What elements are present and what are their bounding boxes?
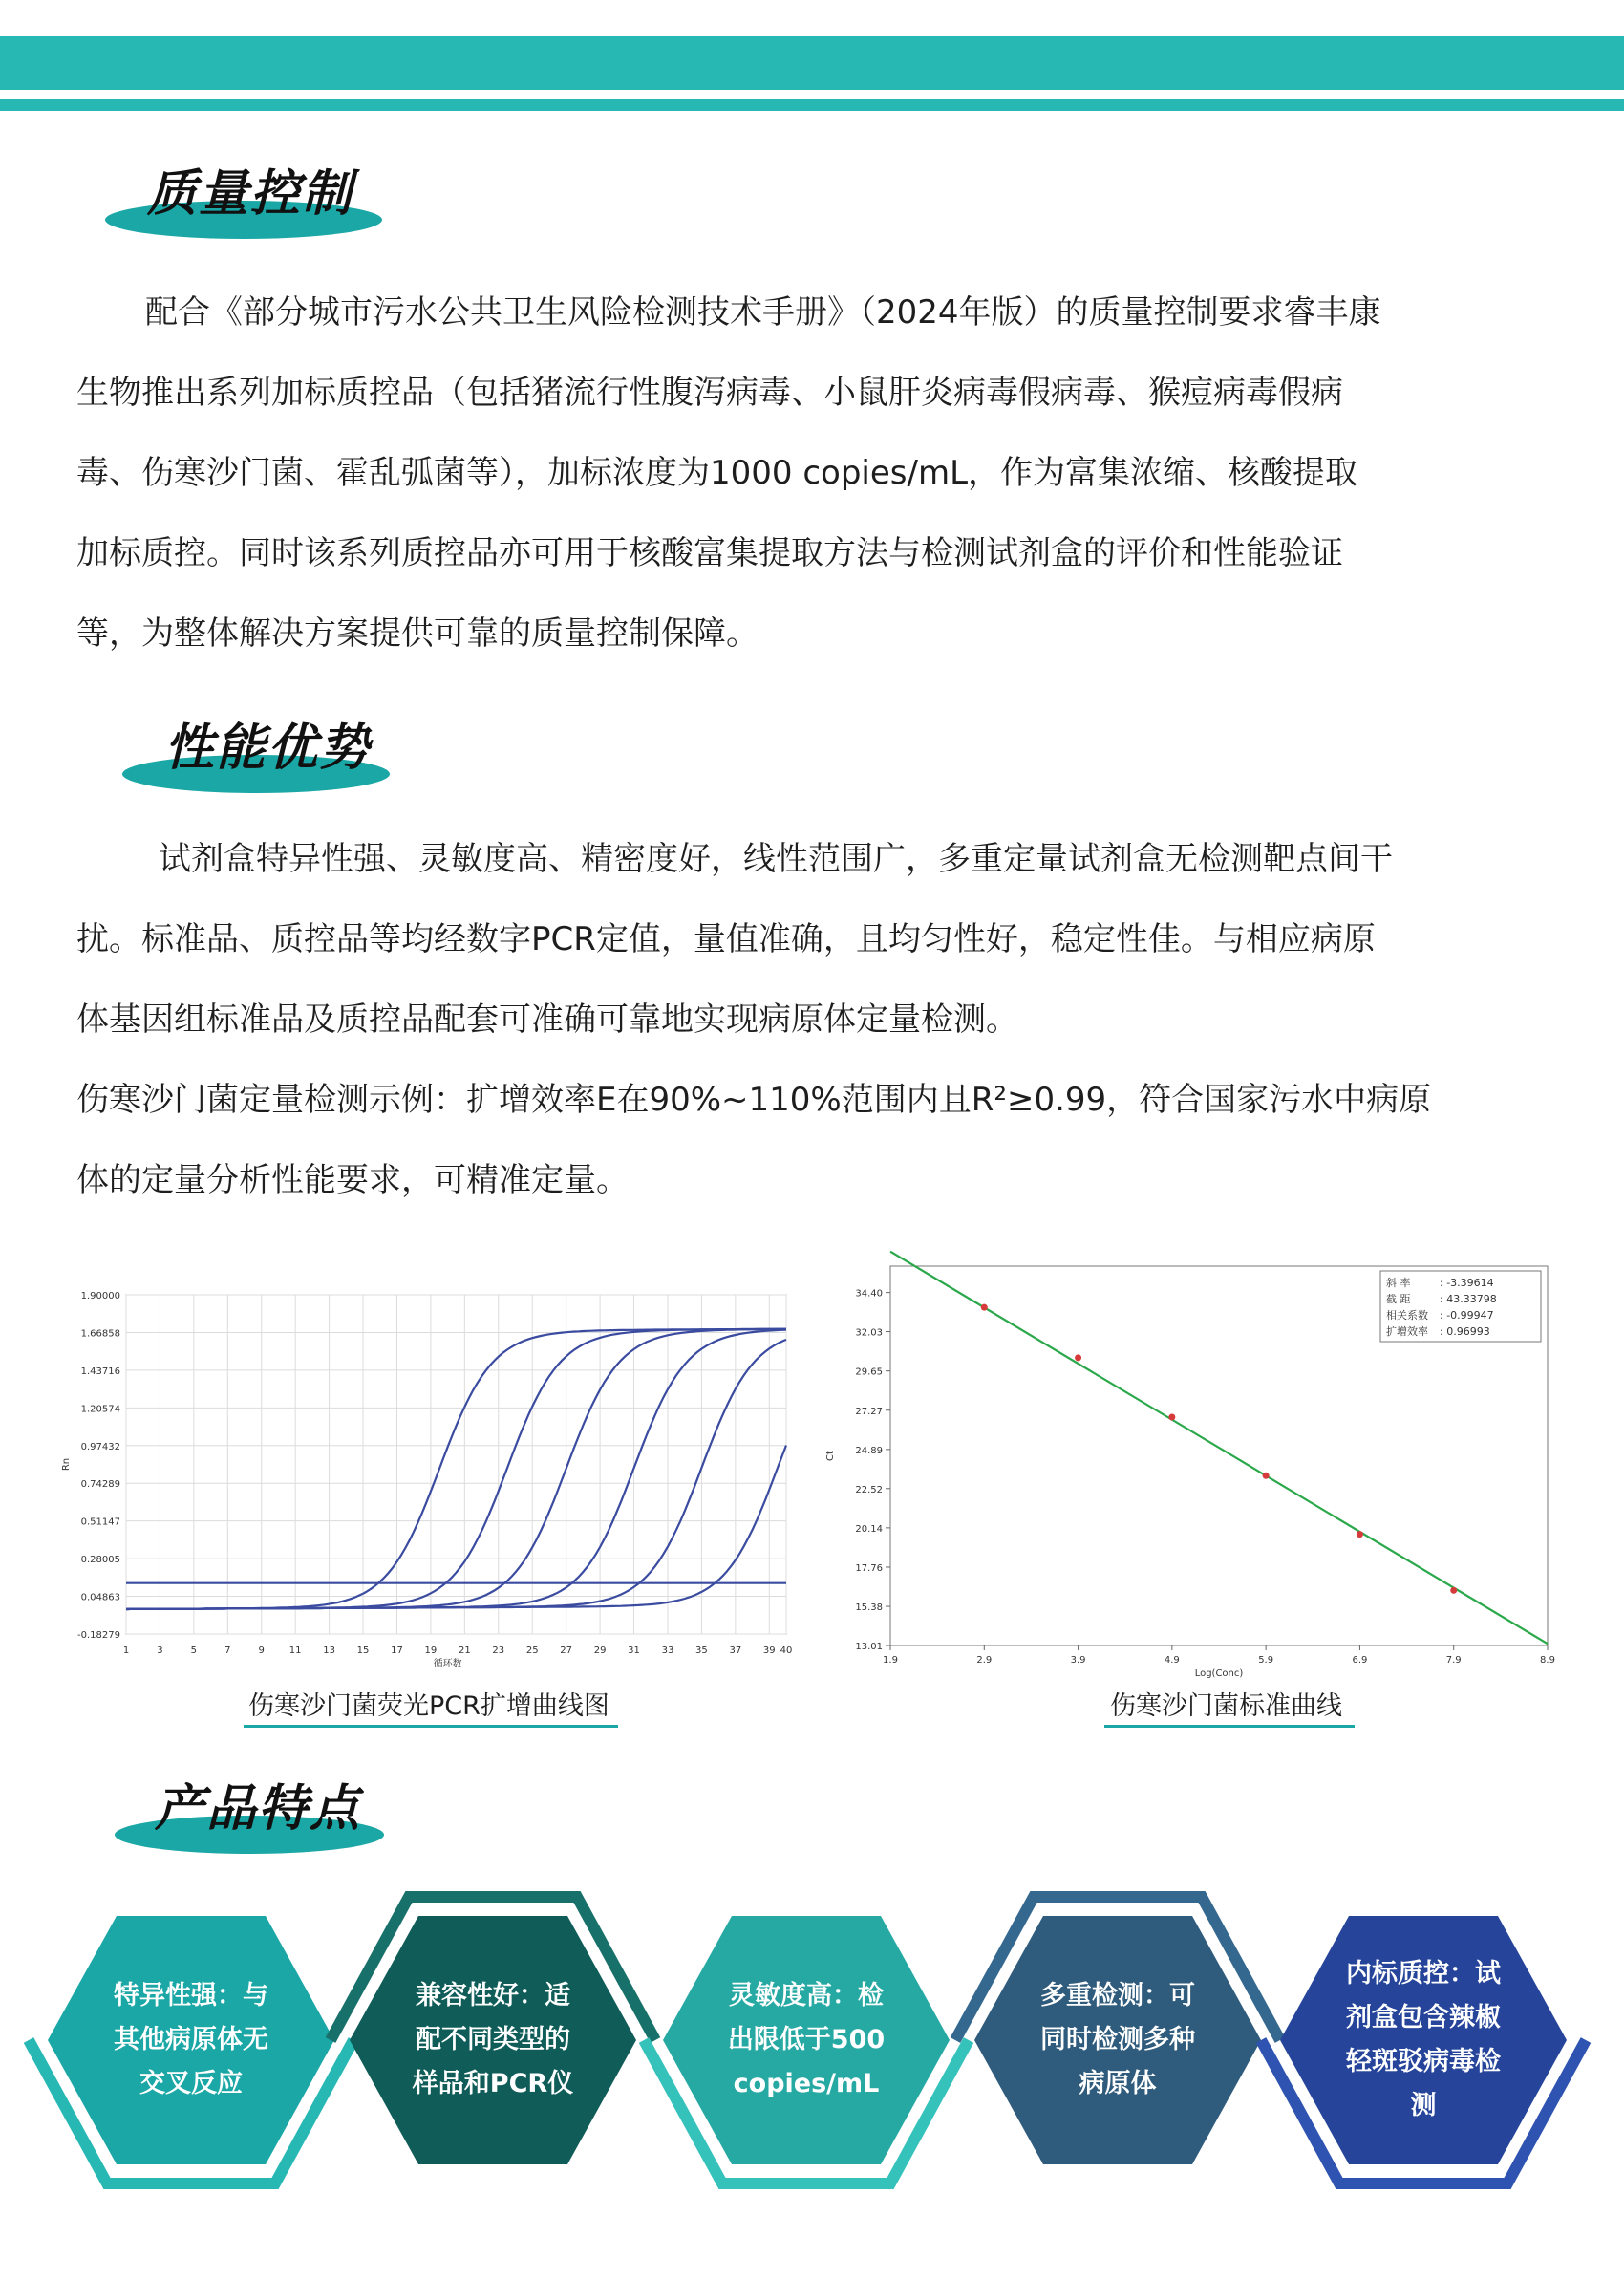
feature-hexagon <box>19 1887 363 2193</box>
legend-value: : -0.99947 <box>1440 1309 1494 1322</box>
feature-text <box>634 1887 978 2193</box>
legend-label: 斜 率 <box>1386 1277 1411 1289</box>
legend-value: : 43.33798 <box>1440 1293 1497 1305</box>
feature-line: 多重检测：可 <box>1040 1981 1195 2011</box>
paragraph-line: 试剂盒特异性强、灵敏度高、精密度好，线性范围广，多重定量试剂盒无检测靶点间干 <box>159 840 1393 878</box>
x-tick-label: 23 <box>492 1645 505 1656</box>
y-tick-label: 22.52 <box>855 1484 883 1495</box>
section-heading-features <box>115 1768 401 1854</box>
data-point <box>1168 1414 1175 1421</box>
x-tick-label: 5.9 <box>1258 1655 1274 1666</box>
feature-line: 样品和PCR仪 <box>412 2069 574 2098</box>
amplification-chart-svg <box>57 1252 812 1672</box>
feature-line: 轻斑驳病毒检 <box>1346 2047 1501 2076</box>
y-tick-label: 1.90000 <box>80 1291 120 1301</box>
legend-label: 相关系数 <box>1386 1309 1428 1322</box>
x-tick-label: 15 <box>356 1645 370 1656</box>
feature-line: 灵敏度高：检 <box>729 1981 884 2011</box>
x-tick-label: 1.9 <box>883 1655 898 1666</box>
paragraph-line: 扰。标准品、质控品等均经数字PCR定值，量值准确，且均匀性好，稳定性佳。与相应病原 <box>76 920 1376 958</box>
x-tick-label: 40 <box>780 1645 793 1656</box>
data-point <box>1075 1354 1081 1361</box>
y-tick-label: 0.74289 <box>80 1479 120 1491</box>
data-point <box>981 1304 988 1311</box>
paragraph-line: 毒、伤寒沙门菌、霍乱弧菌等），加标浓度为1000 copies/mL，作为富集浓缩、核酸提取 <box>76 454 1358 492</box>
y-tick-label: 17.76 <box>855 1562 883 1574</box>
feature-hexagon <box>321 1887 665 2193</box>
y-tick-label: 34.40 <box>855 1288 883 1300</box>
y-axis-label: Ct <box>825 1451 836 1461</box>
feature-text <box>1251 1887 1595 2193</box>
standard-curve-chart <box>822 1252 1576 1679</box>
paragraph-line: 配合《部分城市污水公共卫生风险检测技术手册》（2024年版）的质量控制要求睿丰康 <box>145 293 1381 332</box>
y-tick-label: 27.27 <box>855 1406 883 1417</box>
data-point <box>1357 1531 1363 1538</box>
x-tick-label: 35 <box>695 1645 708 1656</box>
feature-line: 兼容性好：适 <box>416 1981 570 2011</box>
x-tick-label: 3.9 <box>1070 1655 1086 1666</box>
x-tick-label: 7.9 <box>1445 1655 1462 1666</box>
x-tick-label: 27 <box>560 1645 573 1656</box>
y-tick-label: 1.43716 <box>80 1366 120 1377</box>
feature-line: 特异性强：与 <box>114 1981 268 2011</box>
paragraph-line: 体基因组标准品及质控品配套可准确可靠地实现病原体定量检测。 <box>76 1000 1018 1039</box>
feature-line: 出限低于500 <box>727 2025 886 2054</box>
standard-curve-caption: 伤寒沙门菌标准曲线 <box>1110 1691 1342 1721</box>
legend-label: 扩增效率 <box>1386 1325 1428 1338</box>
quality-paragraph <box>76 272 1552 674</box>
paragraph-line: 加标质控。同时该系列质控品亦可用于核酸富集提取方法与检测试剂盒的评价和性能验证 <box>76 534 1343 572</box>
x-tick-label: 19 <box>424 1645 438 1656</box>
feature-hexagon <box>946 1887 1290 2193</box>
x-tick-label: 33 <box>661 1645 674 1656</box>
y-tick-label: -0.18279 <box>77 1630 120 1641</box>
caption-underline <box>244 1725 618 1728</box>
x-tick-label: 21 <box>458 1645 471 1656</box>
y-tick-label: 0.97432 <box>80 1441 120 1452</box>
header-band-bottom <box>0 99 1624 111</box>
paragraph-line: 生物推出系列加标质控品（包括猪流行性腹泻病毒、小鼠肝炎病毒假病毒、猴痘病毒假病 <box>76 374 1343 412</box>
legend-value: : 0.96993 <box>1440 1325 1490 1338</box>
legend-label: 截 距 <box>1386 1293 1411 1305</box>
section-heading-quality <box>105 153 392 239</box>
x-tick-label: 6.9 <box>1352 1655 1368 1666</box>
y-tick-label: 20.14 <box>855 1523 883 1535</box>
feature-text <box>321 1887 665 2193</box>
y-tick-label: 1.66858 <box>80 1328 120 1340</box>
amplification-chart-caption: 伤寒沙门菌荧光PCR扩增曲线图 <box>248 1691 609 1721</box>
amplification-chart <box>57 1252 812 1672</box>
x-tick-label: 11 <box>288 1645 302 1656</box>
feature-line: 同时检测多种 <box>1040 2025 1195 2054</box>
x-tick-label: 7 <box>224 1645 231 1656</box>
x-axis-label: Log(Conc) <box>1194 1668 1244 1679</box>
x-tick-label: 1 <box>122 1645 130 1656</box>
x-tick-label: 4.9 <box>1164 1655 1180 1666</box>
standard-curve-chart-svg <box>822 1252 1576 1679</box>
y-tick-label: 29.65 <box>855 1366 883 1378</box>
caption-underline <box>1104 1725 1355 1728</box>
feature-line: copies/mL <box>733 2069 880 2098</box>
feature-line: 其他病原体无 <box>114 2025 268 2054</box>
x-tick-label: 2.9 <box>976 1655 993 1666</box>
y-tick-label: 0.28005 <box>80 1555 120 1566</box>
x-tick-label: 29 <box>593 1645 607 1656</box>
header-band-top <box>0 36 1624 90</box>
x-tick-label: 39 <box>762 1645 776 1656</box>
x-axis-label: 循环数 <box>433 1659 462 1669</box>
section-heading-performance <box>122 707 409 793</box>
feature-line: 配不同类型的 <box>416 2025 570 2054</box>
feature-line: 内标质控：试 <box>1346 1959 1501 1989</box>
feature-line: 交叉反应 <box>139 2069 243 2098</box>
x-tick-label: 31 <box>628 1645 640 1656</box>
section-title: 性能优势 <box>164 720 372 777</box>
feature-hexagon <box>1251 1887 1595 2193</box>
section-title: 质量控制 <box>147 165 354 223</box>
data-point <box>1450 1587 1457 1594</box>
y-tick-label: 13.01 <box>855 1642 883 1652</box>
data-point <box>1263 1473 1270 1479</box>
feature-text <box>19 1887 363 2193</box>
paragraph-line: 伤寒沙门菌定量检测示例：扩增效率E在90%~110%范围内且R²≥0.99，符合国家污水中病原 <box>76 1081 1432 1119</box>
y-tick-label: 0.04863 <box>80 1592 120 1603</box>
legend-value: : -3.39614 <box>1440 1277 1494 1289</box>
feature-text <box>946 1887 1290 2193</box>
x-tick-label: 5 <box>190 1645 198 1656</box>
x-tick-label: 17 <box>391 1645 403 1656</box>
feature-line: 剂盒包含辣椒 <box>1346 2003 1501 2033</box>
paragraph-line: 体的定量分析性能要求，可精准定量。 <box>76 1161 629 1199</box>
x-tick-label: 37 <box>729 1645 742 1656</box>
performance-paragraph <box>76 819 1552 1220</box>
y-tick-label: 1.20574 <box>80 1404 120 1415</box>
y-tick-label: 24.89 <box>855 1445 883 1456</box>
feature-line: 病原体 <box>1079 2069 1157 2098</box>
x-tick-label: 8.9 <box>1540 1655 1555 1666</box>
x-tick-label: 9 <box>258 1645 265 1656</box>
section-title: 产品特点 <box>155 1780 362 1838</box>
x-tick-label: 13 <box>323 1645 335 1656</box>
x-tick-label: 3 <box>157 1645 163 1656</box>
feature-line: 测 <box>1410 2091 1437 2120</box>
x-tick-label: 25 <box>525 1645 539 1656</box>
y-tick-label: 15.38 <box>855 1602 883 1614</box>
y-tick-label: 32.03 <box>855 1327 883 1339</box>
feature-hexagon <box>634 1887 978 2193</box>
y-axis-label: Rn <box>61 1457 72 1472</box>
paragraph-line: 等，为整体解决方案提供可靠的质量控制保障。 <box>76 614 759 653</box>
y-tick-label: 0.51147 <box>80 1516 120 1528</box>
